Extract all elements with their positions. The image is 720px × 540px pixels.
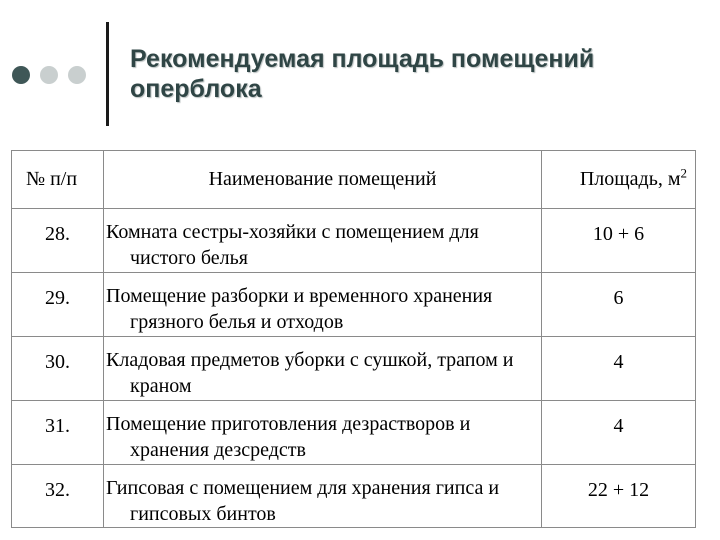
table-row xyxy=(12,337,696,401)
rooms-table xyxy=(11,150,696,528)
title-divider xyxy=(106,22,109,126)
row-name xyxy=(104,209,542,273)
row-name xyxy=(104,273,542,337)
header-name: Наименование помещений xyxy=(104,151,542,209)
table-row xyxy=(12,273,696,337)
row-num: 30. xyxy=(12,337,104,401)
header-area xyxy=(542,151,696,209)
table-row xyxy=(12,209,696,273)
header-area-label: Площадь, м xyxy=(579,168,681,190)
row-name xyxy=(104,337,542,401)
row-name-text: Комната сестры-хозяйки с помещением для чистого белья xyxy=(106,221,479,269)
decorative-dots xyxy=(12,66,86,84)
light-dot-icon xyxy=(68,66,86,84)
row-num: 28. xyxy=(12,209,104,273)
row-num: 31. xyxy=(12,401,104,465)
header-num: № п/п xyxy=(12,151,104,209)
slide-title: Рекомендуемая площадь помещений оперблока xyxy=(130,45,595,103)
dark-dot-icon xyxy=(12,66,30,84)
row-area: 10 + 6 xyxy=(542,209,696,273)
row-name xyxy=(104,401,542,465)
row-area: 22 + 12 xyxy=(542,465,696,528)
row-area: 4 xyxy=(542,401,696,465)
row-name-text: Помещение разборки и временного хранения грязного белья и отходов xyxy=(106,285,493,333)
table-row xyxy=(12,465,696,528)
row-num: 32. xyxy=(12,465,104,528)
row-name xyxy=(104,465,542,528)
row-area: 4 xyxy=(542,337,696,401)
row-name-text: Гипсовая с помещением для хранения гипса и гипсовых бинтов xyxy=(106,477,500,525)
table-header-row xyxy=(12,151,696,209)
row-name-text: Помещение приготовления дезрастворов и хранения дезсредств xyxy=(106,413,471,461)
row-num: 29. xyxy=(12,273,104,337)
row-name-text: Кладовая предметов уборки с сушкой, трапом и краном xyxy=(106,349,514,397)
row-area: 6 xyxy=(542,273,696,337)
header-area-unit-sup: 2 xyxy=(680,165,687,181)
light-dot-icon xyxy=(40,66,58,84)
table-row xyxy=(12,401,696,465)
